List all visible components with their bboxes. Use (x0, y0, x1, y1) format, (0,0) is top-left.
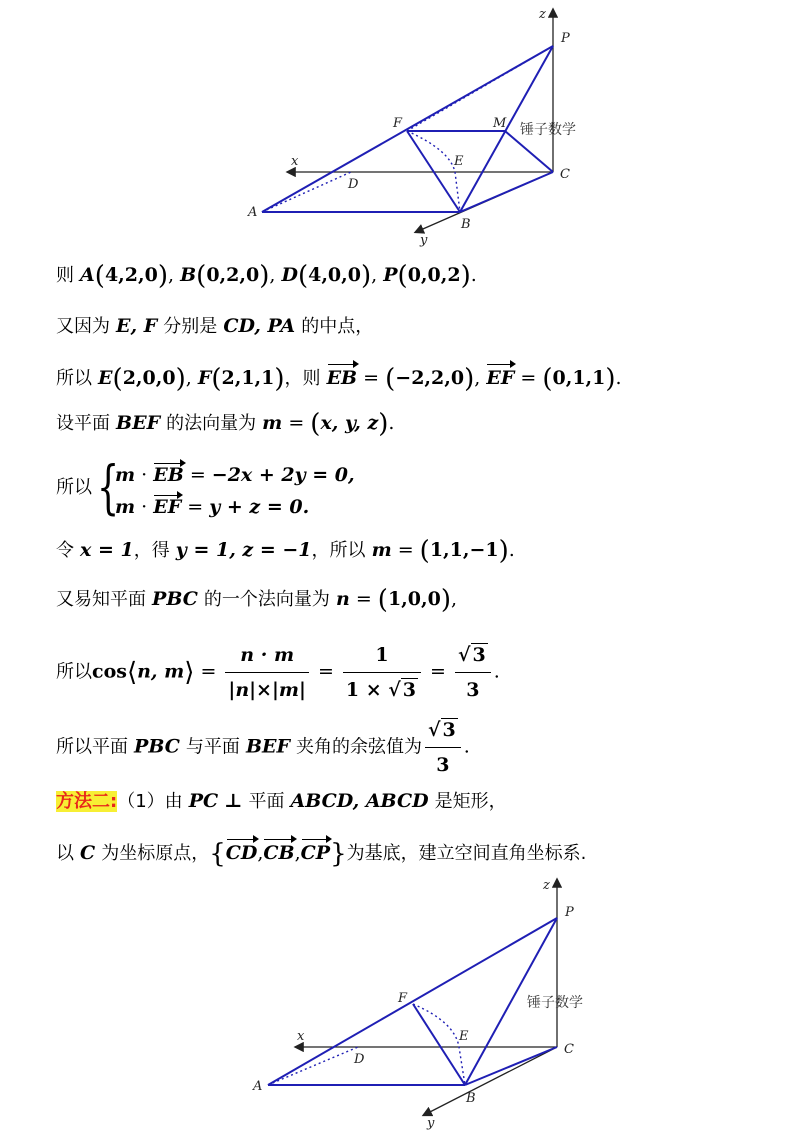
system-brace: { (97, 453, 120, 521)
line-solve: 令 x = 1，得 y = 1, z = −1，所以 m = (1,1,−1). (56, 536, 515, 566)
label-y: y (420, 233, 428, 248)
line-vectors: 所以 E(2,0,0), F(2,1,1)，则 EB = (−2,2,0), EF = (0,1,1). (56, 361, 622, 392)
label-A-2: A (253, 1079, 263, 1094)
label-B-2: B (466, 1091, 476, 1106)
label-B: B (461, 217, 471, 232)
solid-edges (262, 46, 553, 212)
geometry-diagram-2 (0, 870, 800, 1132)
frac-cos-3: $\frac{√ 3}{3}$ (455, 640, 491, 705)
line-normal-def: 设平面 BEF 的法向量为 m = (x, y, z). (56, 409, 395, 439)
line-midpoints: 又因为 E, F 分别是 CD, PA 的中点， (56, 315, 374, 337)
label-P: P (561, 31, 570, 46)
frac-answer: $\frac{√ 3}{3}$ (425, 715, 461, 780)
watermark-2: 锤子数学 (527, 995, 583, 1011)
label-F-2: F (398, 991, 408, 1006)
label-z: z (539, 7, 546, 22)
line-coords: 则 A(4,2,0), B(0,2,0), D(4,0,0), P(0,0,2). (56, 261, 477, 291)
label-M: M (493, 116, 507, 131)
hidden-edges-2 (268, 1004, 465, 1085)
system-row-2: m · EF = y + z = 0. (115, 492, 309, 518)
label-C-2: C (564, 1042, 574, 1057)
label-x: x (291, 154, 299, 169)
label-E: E (454, 154, 464, 169)
system-row-1: m · EB = −2x + 2y = 0, (115, 460, 355, 486)
geometry-diagram-1 (0, 0, 800, 250)
label-z-2: z (543, 878, 550, 893)
label-x-2: x (297, 1029, 305, 1044)
label-A: A (248, 205, 258, 220)
frac-cos-2: $\frac{1}{1 \times √ 3}$ (343, 640, 421, 705)
line-answer: 所以平面 PBC 与平面 BEF 夹角的余弦值为 $\frac{√ 3}{3}$ . (56, 715, 470, 780)
method2-tag: 方法二: (56, 791, 118, 812)
label-P-2: P (565, 905, 574, 920)
line-cos: 所以cos⟨n, m⟩ = $\frac{n \cdot m}{|n|\times|m|}$ = $\frac{1}{1 \times √ 3}$ = $\frac{√ 3}{3}$ . (56, 640, 500, 705)
figure-bottom (0, 870, 800, 1132)
solid-edges-2 (268, 918, 557, 1085)
label-E-2: E (459, 1029, 469, 1044)
line-system-label: 所以 (56, 477, 92, 498)
line-normal-pbc: 又易知平面 PBC 的一个法向量为 n = (1,0,0), (56, 585, 458, 615)
y-axis-2 (424, 1047, 557, 1115)
line-method2: 方法二:（1）由 PC ⊥ 平面 ABCD, ABCD 是矩形， (56, 790, 507, 812)
watermark-1: 锤子数学 (520, 122, 576, 138)
frac-cos-1: $\frac{n \cdot m}{|n|\times|m|}$ (225, 640, 308, 705)
label-y-2: y (427, 1116, 435, 1131)
label-D: D (348, 177, 359, 192)
label-C: C (560, 167, 570, 182)
line-basis: 以 C 为坐标原点，{CD,CB,CP}为基底，建立空间直角坐标系. (56, 836, 586, 867)
label-D-2: D (354, 1052, 365, 1067)
label-F: F (393, 116, 403, 131)
figure-top (0, 0, 800, 250)
